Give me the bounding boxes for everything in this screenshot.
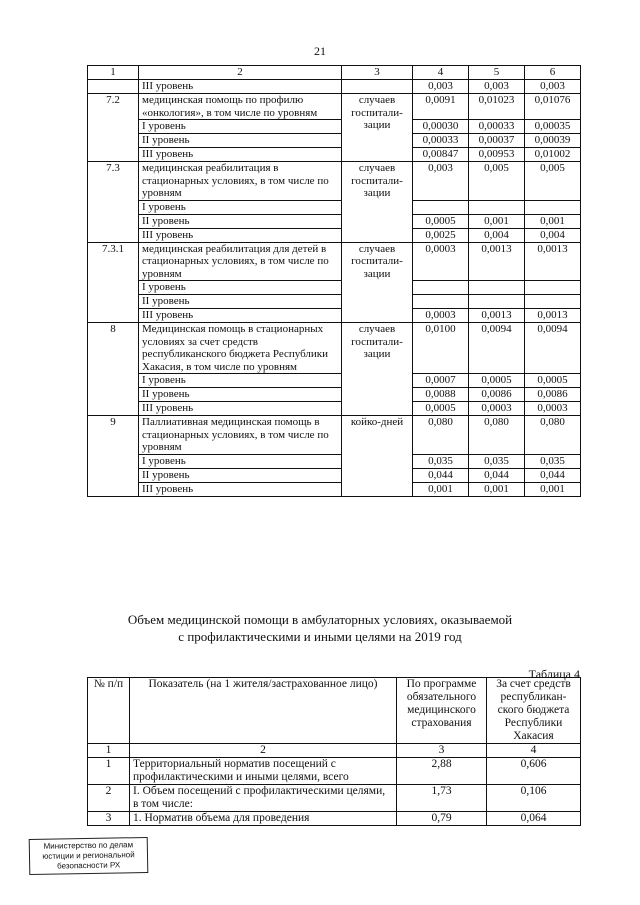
level-row xyxy=(88,309,581,323)
col-number: 2 xyxy=(130,744,397,758)
level-row xyxy=(88,281,581,295)
value-cell: 0,035 xyxy=(413,454,469,468)
header-num: № п/п xyxy=(88,678,130,744)
level-label: II уровень xyxy=(139,134,342,148)
value-cell: 0,00030 xyxy=(413,120,469,134)
unit-cell: случаев госпитали-зации xyxy=(342,242,413,323)
col-number: 5 xyxy=(469,66,525,80)
page-number: 21 xyxy=(314,44,326,58)
col-number: 4 xyxy=(487,744,581,758)
level-row xyxy=(88,214,581,228)
col-number: 6 xyxy=(525,66,581,80)
value-cell: 0,0091 xyxy=(413,94,469,120)
value-cell: 0,005 xyxy=(525,162,581,201)
level-label: II уровень xyxy=(139,388,342,402)
value-cell: 0,0086 xyxy=(525,388,581,402)
value-cell: 0,080 xyxy=(525,416,581,455)
row-num: 7.3 xyxy=(88,162,139,243)
value-cell: 0,044 xyxy=(413,468,469,482)
value-cell: 0,003 xyxy=(413,80,469,94)
level-label: I уровень xyxy=(139,200,342,214)
unit-cell: койко-дней xyxy=(342,416,413,497)
value-cell: 0,0007 xyxy=(413,374,469,388)
value-cell: 0,035 xyxy=(525,454,581,468)
table-header-row xyxy=(88,678,581,744)
level-label: III уровень xyxy=(139,148,342,162)
value-cell: 0,001 xyxy=(469,214,525,228)
value-cell: 0,004 xyxy=(469,228,525,242)
value-cell: 0,035 xyxy=(469,454,525,468)
row-num: 7.2 xyxy=(88,94,139,162)
level-row xyxy=(88,402,581,416)
value-cell: 0,001 xyxy=(525,482,581,496)
value-cell xyxy=(469,295,525,309)
row-value-oms: 2,88 xyxy=(397,758,487,785)
value-cell: 0,0094 xyxy=(469,323,525,374)
level-label: II уровень xyxy=(139,214,342,228)
value-cell: 0,00847 xyxy=(413,148,469,162)
value-cell: 0,003 xyxy=(525,80,581,94)
level-row xyxy=(88,228,581,242)
value-cell: 0,0013 xyxy=(469,309,525,323)
value-cell: 0,0100 xyxy=(413,323,469,374)
value-cell: 0,0005 xyxy=(469,374,525,388)
row-text: 1. Норматив объема для проведения xyxy=(130,812,397,826)
hospital-volume-table xyxy=(87,65,581,497)
header-budget: За счет средств республикан-ского бюджета Республики Хакасия xyxy=(487,678,581,744)
value-cell xyxy=(525,200,581,214)
unit-cell: случаев госпитали-зации xyxy=(342,323,413,416)
value-cell: 0,0086 xyxy=(469,388,525,402)
row-text: Паллиативная медицинская помощь в стационарных условиях, в том числе по уровням xyxy=(139,416,342,455)
unit-cell: случаев госпитали-зации xyxy=(342,94,413,162)
value-cell: 0,001 xyxy=(469,482,525,496)
value-cell: 0,0003 xyxy=(413,242,469,281)
row-text: Медицинская помощь в стационарных условиях за счет средств республиканского бюджета Республики Хакасия, в том числе по уровням xyxy=(139,323,342,374)
value-cell xyxy=(469,281,525,295)
value-cell: 0,004 xyxy=(525,228,581,242)
value-cell: 0,00033 xyxy=(413,134,469,148)
value-cell: 0,080 xyxy=(469,416,525,455)
value-cell: 0,01023 xyxy=(469,94,525,120)
row-text: Территориальный норматив посещений с профилактическими и иными целями, всего xyxy=(130,758,397,785)
value-cell: 0,0013 xyxy=(525,242,581,281)
section-title-line2: с профилактическими и иными целями на 2019 год xyxy=(178,629,462,644)
value-cell: 0,00035 xyxy=(525,120,581,134)
level-row xyxy=(88,388,581,402)
level-row xyxy=(88,120,581,134)
row-num: 3 xyxy=(88,812,130,826)
value-cell: 0,0005 xyxy=(413,214,469,228)
value-cell: 0,01002 xyxy=(525,148,581,162)
level-row xyxy=(88,148,581,162)
col-number: 4 xyxy=(413,66,469,80)
level-label: III уровень xyxy=(139,80,342,94)
table-row xyxy=(88,785,581,812)
value-cell: 0,00953 xyxy=(469,148,525,162)
value-cell xyxy=(469,200,525,214)
value-cell: 0,0088 xyxy=(413,388,469,402)
col-number: 1 xyxy=(88,66,139,80)
col-number: 1 xyxy=(88,744,130,758)
row-text: I. Объем посещений с профилактическими целями, в том числе: xyxy=(130,785,397,812)
header-indicator: Показатель (на 1 жителя/застрахованное лицо) xyxy=(130,678,397,744)
level-label: I уровень xyxy=(139,374,342,388)
row-text: медицинская помощь по профилю «онкология», в том числе по уровням xyxy=(139,94,342,120)
level-label: III уровень xyxy=(139,402,342,416)
row-text: медицинская реабилитация для детей в стационарных условиях, в том числе по уровням xyxy=(139,242,342,281)
row-num: 7.3.1 xyxy=(88,242,139,323)
row-value-oms: 1,73 xyxy=(397,785,487,812)
section-title xyxy=(0,611,640,645)
section-title-line1: Объем медицинской помощи в амбулаторных условиях, оказываемой xyxy=(127,612,513,627)
row-value-budget: 0,106 xyxy=(487,785,581,812)
unit-cell xyxy=(342,80,413,94)
column-numbering-row xyxy=(88,66,581,80)
col-number: 3 xyxy=(342,66,413,80)
value-cell: 0,003 xyxy=(413,162,469,201)
row-num: 2 xyxy=(88,785,130,812)
value-cell: 0,044 xyxy=(525,468,581,482)
level-row xyxy=(88,134,581,148)
value-cell: 0,0094 xyxy=(525,323,581,374)
table-row xyxy=(88,94,581,120)
unit-cell: случаев госпитали-зации xyxy=(342,162,413,243)
level-row xyxy=(88,468,581,482)
row-value-budget: 0,606 xyxy=(487,758,581,785)
level-label: II уровень xyxy=(139,468,342,482)
value-cell xyxy=(413,200,469,214)
value-cell xyxy=(413,295,469,309)
value-cell: 0,00039 xyxy=(525,134,581,148)
value-cell: 0,0005 xyxy=(525,374,581,388)
table-row xyxy=(88,812,581,826)
level-row xyxy=(88,295,581,309)
level-label: II уровень xyxy=(139,295,342,309)
value-cell: 0,044 xyxy=(469,468,525,482)
row-value-budget: 0,064 xyxy=(487,812,581,826)
table-number: Таблица 4 xyxy=(528,667,580,681)
value-cell: 0,01076 xyxy=(525,94,581,120)
level-row xyxy=(88,374,581,388)
level-label: III уровень xyxy=(139,309,342,323)
value-cell: 0,0003 xyxy=(469,402,525,416)
row-num: 1 xyxy=(88,758,130,785)
row-num: 9 xyxy=(88,416,139,497)
ministry-stamp: Министерство по делам юстиции и региональной безопасности РХ xyxy=(29,837,149,875)
value-cell: 0,0003 xyxy=(525,402,581,416)
table-row xyxy=(88,758,581,785)
level-label: I уровень xyxy=(139,454,342,468)
level-label: III уровень xyxy=(139,228,342,242)
value-cell: 0,0003 xyxy=(413,309,469,323)
table-row xyxy=(88,242,581,281)
table-row xyxy=(88,80,581,94)
row-text: медицинская реабилитация в стационарных условиях, в том числе по уровням xyxy=(139,162,342,201)
value-cell: 0,080 xyxy=(413,416,469,455)
ambulatory-volume-table xyxy=(87,677,581,826)
column-numbering-row xyxy=(88,744,581,758)
level-label: I уровень xyxy=(139,281,342,295)
level-row xyxy=(88,454,581,468)
value-cell xyxy=(525,295,581,309)
value-cell: 0,005 xyxy=(469,162,525,201)
value-cell: 0,003 xyxy=(469,80,525,94)
level-label: I уровень xyxy=(139,120,342,134)
value-cell: 0,00037 xyxy=(469,134,525,148)
level-row xyxy=(88,482,581,496)
row-value-oms: 0,79 xyxy=(397,812,487,826)
level-row xyxy=(88,200,581,214)
col-number: 2 xyxy=(139,66,342,80)
table-row xyxy=(88,162,581,201)
value-cell xyxy=(413,281,469,295)
value-cell: 0,001 xyxy=(413,482,469,496)
table-row xyxy=(88,323,581,374)
row-num: 8 xyxy=(88,323,139,416)
value-cell: 0,0013 xyxy=(525,309,581,323)
value-cell: 0,0013 xyxy=(469,242,525,281)
col-number: 3 xyxy=(397,744,487,758)
value-cell: 0,001 xyxy=(525,214,581,228)
value-cell: 0,0005 xyxy=(413,402,469,416)
level-label: III уровень xyxy=(139,482,342,496)
value-cell xyxy=(525,281,581,295)
header-oms: По программе обязательного медицинского страхования xyxy=(397,678,487,744)
table-row xyxy=(88,416,581,455)
value-cell: 0,00033 xyxy=(469,120,525,134)
row-num xyxy=(88,80,139,94)
value-cell: 0,0025 xyxy=(413,228,469,242)
